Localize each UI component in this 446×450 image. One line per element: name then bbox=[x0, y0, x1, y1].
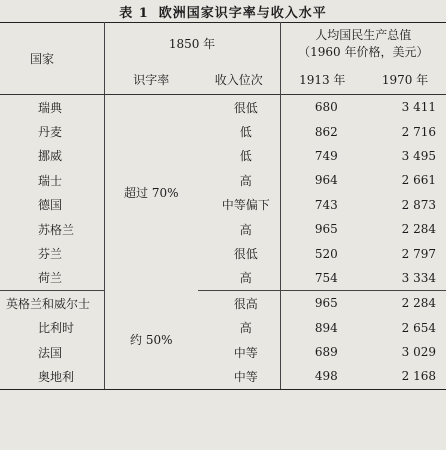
income-rank-cell: 高 bbox=[239, 222, 252, 237]
header-gnp bbox=[280, 23, 446, 65]
country-cell: 丹麦 bbox=[38, 125, 63, 140]
gnp-1970-cell: 3 029 bbox=[401, 345, 437, 360]
gnp-1970-cell: 3 495 bbox=[401, 148, 437, 163]
country-cell: 挪威 bbox=[38, 149, 63, 164]
income-rank-cell: 中等 bbox=[198, 364, 280, 389]
country-cell: 比利时 bbox=[38, 321, 75, 336]
gnp-1913-cell: 680 bbox=[280, 95, 364, 120]
gnp-1970-cell: 2 168 bbox=[364, 364, 446, 389]
header-1913: 1913 年 bbox=[280, 64, 364, 95]
gnp-1970-cell: 2 873 bbox=[401, 197, 437, 212]
gnp-1970-cell: 3 411 bbox=[401, 100, 437, 115]
income-rank-cell: 很低 bbox=[233, 100, 258, 115]
literacy-group-high: 超过 70% bbox=[104, 95, 198, 291]
country-cell: 瑞士 bbox=[38, 173, 63, 188]
header-literacy: 识字率 bbox=[104, 64, 198, 95]
country-cell: 法国 bbox=[38, 345, 63, 360]
country-cell: 奥地利 bbox=[0, 364, 104, 389]
income-rank-cell: 很高 bbox=[233, 296, 258, 311]
income-rank-cell: 高 bbox=[239, 173, 252, 188]
table-row bbox=[0, 316, 446, 340]
country-cell: 苏格兰 bbox=[38, 222, 75, 237]
table-row bbox=[0, 266, 446, 291]
gnp-1913-cell: 965 bbox=[280, 291, 364, 316]
gnp-1913-cell: 749 bbox=[280, 144, 364, 168]
gnp-1913-cell: 498 bbox=[280, 364, 364, 389]
gnp-1970-cell: 2 284 bbox=[401, 222, 437, 237]
income-rank-cell: 中等 bbox=[233, 345, 258, 360]
table-row bbox=[0, 291, 446, 316]
country-cell: 德国 bbox=[38, 198, 63, 213]
gnp-1913-cell: 520 bbox=[280, 241, 364, 265]
gnp-1970-cell: 2 716 bbox=[401, 124, 437, 139]
income-rank-cell: 高 bbox=[239, 321, 252, 336]
header-income-rank: 收入位次 bbox=[214, 72, 263, 87]
gnp-1913-cell: 862 bbox=[280, 119, 364, 143]
table-row bbox=[0, 241, 446, 265]
gnp-1970-cell: 2 797 bbox=[401, 246, 437, 261]
header-gnp-line1: 人均国民生产总值 bbox=[315, 27, 412, 42]
income-rank-cell: 高 bbox=[198, 266, 280, 291]
income-rank-cell: 很低 bbox=[233, 247, 258, 262]
table-row bbox=[0, 340, 446, 364]
table-row bbox=[0, 193, 446, 217]
header-1970: 1970 年 bbox=[381, 72, 429, 87]
table-row bbox=[0, 119, 446, 143]
table-row bbox=[0, 144, 446, 168]
table-caption bbox=[0, 2, 446, 21]
gnp-1970-cell: 2 284 bbox=[401, 296, 437, 311]
gnp-1913-cell: 754 bbox=[280, 266, 364, 291]
literacy-group-mid: 约 50% bbox=[104, 291, 198, 390]
header-gnp-line2: （1960 年价格，美元） bbox=[298, 44, 429, 59]
table-row bbox=[0, 364, 446, 389]
gnp-1913-cell: 689 bbox=[280, 340, 364, 364]
country-cell: 荷兰 bbox=[0, 266, 104, 291]
country-cell: 瑞典 bbox=[38, 100, 63, 115]
gnp-1970-cell: 2 661 bbox=[401, 173, 437, 188]
literacy-income-table bbox=[0, 22, 446, 390]
gnp-1913-cell: 743 bbox=[280, 193, 364, 217]
table-title: 欧洲国家识字率与收入水平 bbox=[158, 6, 327, 21]
gnp-1970-cell: 2 654 bbox=[401, 320, 437, 335]
country-cell: 英格兰和威尔士 bbox=[6, 296, 91, 311]
income-rank-cell: 低 bbox=[239, 149, 252, 164]
table-row bbox=[0, 168, 446, 192]
table-row bbox=[0, 95, 446, 120]
header-country: 国家 bbox=[0, 23, 104, 95]
table-number: 表 1 bbox=[119, 6, 149, 21]
gnp-1913-cell: 894 bbox=[280, 316, 364, 340]
gnp-1913-cell: 964 bbox=[280, 168, 364, 192]
header-1850: 1850 年 bbox=[104, 23, 280, 65]
gnp-1970-cell: 3 334 bbox=[364, 266, 446, 291]
gnp-1913-cell: 965 bbox=[280, 217, 364, 241]
country-cell: 芬兰 bbox=[38, 247, 63, 262]
income-rank-cell: 中等偏下 bbox=[221, 198, 270, 213]
income-rank-cell: 低 bbox=[239, 125, 252, 140]
table-row bbox=[0, 217, 446, 241]
